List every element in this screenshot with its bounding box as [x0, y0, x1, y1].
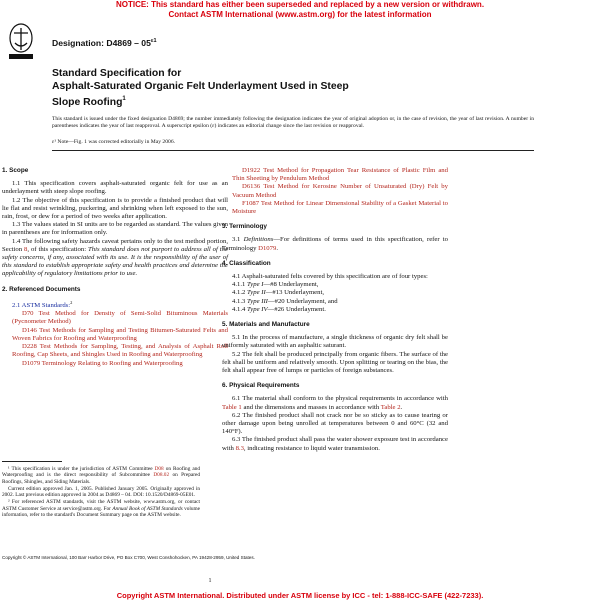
- reference-d1079[interactable]: D1079 Terminology Relating to Roofing and Waterproofing: [22, 359, 183, 367]
- paragraph-5-2: 5.2 The felt shall be produced principally from organic fibers. The surface of the felt shall be uniform and relatively smooth. Upon splitting or tearing on the bias, the felt shall appear free of lumps or particles of foreign substances.: [222, 350, 448, 375]
- copyright-line: Copyright © ASTM International, 100 Barr Harbor Drive, PO Box C700, West Conshohocken, PA 19428-2959, United States.: [2, 555, 255, 560]
- reference-d70[interactable]: D70 Test Method for Density of Semi-Solid Bituminous Materials (Pycnometer Method): [12, 310, 228, 326]
- paragraph-1-3: 1.3 The values stated in SI units are to be regarded as standard. The values given in parentheses are for information only.: [2, 221, 228, 237]
- paragraph-1-4: 1.4 The following safety hazards caveat pertains only to the test method portion, Section 8, of this specification: This standard does not purport to address all of the safety concerns, if any, associated with its use. It is the responsibility of the user of this standard to establish appropriate safety and health practices and determine the applicability of regulatory limitations prior to use.: [2, 237, 228, 278]
- document-title: [52, 68, 392, 110]
- section-8-3-link[interactable]: 8.3: [235, 444, 244, 452]
- paragraph-1-1: 1.1 This specification covers asphalt-saturated organic felt for use as an underlayment with steep slope roofing.: [2, 180, 228, 196]
- supersession-notice: [0, 0, 600, 19]
- left-column: [2, 167, 228, 368]
- reference-d6136[interactable]: D6136 Test Method for Kerosine Number of Unsaturated (Dry) Felt by Vacuum Method: [232, 183, 448, 199]
- table-2-link[interactable]: Table 2: [380, 403, 401, 411]
- footnote-1-current-edition: Current edition approved Jan. 1, 2005. Published January 2005. Originally approved in 2002. Last previous edition approved in 2004 as D4869 – 04. DOI: 10.1520/D4869-05E01.: [2, 485, 200, 499]
- reference-d228[interactable]: D228 Test Methods for Sampling, Testing, and Analysis of Asphalt Roll Roofing, Cap Sheets, and Shingles Used in Roofing and Waterproofing: [12, 343, 228, 359]
- right-column: [222, 167, 448, 453]
- table-1-link[interactable]: Table 1: [222, 403, 242, 411]
- reference-d146[interactable]: D146 Test Methods for Sampling and Testing Bitumen-Saturated Felts and Woven Fabrics for Roofing and Waterproofing: [12, 326, 228, 342]
- section-heading-classification: 4. Classification: [222, 259, 271, 267]
- designation: [52, 38, 157, 48]
- section-heading-terminology: 3. Terminology: [222, 223, 267, 231]
- title-line-2: Asphalt-Saturated Organic Felt Underlayment Used in Steep: [52, 80, 349, 92]
- issuance-statement: This standard is issued under the fixed designation D4869; the number immediately following the designation indicates the year of original adoption or, in the case of revision, the year of last revision. A number in parentheses indicates the year of last reapproval. A superscript epsilon (ε) indicates an editorial change since the last revision or reapproval.: [52, 116, 534, 129]
- footnote-2: ² For referenced ASTM standards, visit the ASTM website, www.astm.org, or contact ASTM Customer Service at service@astm.org. For Annual Book of ASTM Standards volume information, refer to the standard's Document Summary page on the ASTM website.: [2, 499, 200, 519]
- footnote-divider: [2, 461, 62, 462]
- paragraph-6-2: 6.2 The finished product shall not crack nor be so sticky as to cause tearing or other damage upon being unrolled at temperatures between 0 and 60°C (32 and 140°F).: [222, 411, 448, 436]
- designation-label: Designation: D4869 – 05: [52, 38, 151, 48]
- designation-superscript: ε1: [150, 38, 157, 44]
- type-item: 4.1.3 Type III—#20 Underlayment, and: [232, 297, 338, 305]
- paragraph-6-3: 6.3 The finished product shall pass the water shower exposure test in accordance with 8.3, indicating resistance to liquid water transmission.: [222, 436, 448, 452]
- footnotes: [2, 466, 200, 519]
- section-heading-physical-requirements: 6. Physical Requirements: [222, 382, 300, 390]
- type-item: 4.1.1 Type I—#8 Underlayment,: [232, 281, 319, 289]
- erratum-note: ε¹ Note—Fig. 1 was corrected editorially in May 2006.: [52, 139, 176, 145]
- committee-d08-link[interactable]: D08: [154, 466, 164, 472]
- title-footnote-mark: 1: [122, 96, 126, 102]
- paragraph-6-1: 6.1 The material shall conform to the physical requirements in accordance with Table 1 and the dimensions and masses in accordance with Table 2.: [222, 395, 448, 411]
- notice-line-2: Contact ASTM International (www.astm.org) for the latest information: [168, 9, 432, 19]
- type-item: 4.1.4 Type IV—#26 Underlayment.: [232, 305, 326, 313]
- section-8-link[interactable]: 8: [24, 245, 28, 253]
- section-heading-scope: 1. Scope: [2, 167, 29, 174]
- license-notice: Copyright ASTM International. Distributed under ASTM license by ICC - tel: 1-888-ICC-SAFE (422-7233).: [116, 591, 484, 600]
- type-item: 4.1.2 Type II—#13 Underlayment,: [232, 289, 325, 297]
- title-line-3: Slope Roofing$^1$: [52, 96, 126, 108]
- paragraph-3-1: 3.1 Definitions—For definitions of terms used in this specification, refer to Terminology D1079.: [222, 236, 449, 252]
- reference-f1087[interactable]: F1087 Test Method for Linear Dimensional Stability of a Gasket Material to Moisture: [232, 199, 448, 216]
- paragraph-1-2: 1.2 The objective of this specification is to provide a finished product that will lie flat and resist wrinkling, puckering, and shrinking when left exposed to the sun, rain, frost, or dew for a period of two weeks after application.: [2, 196, 228, 221]
- reference-d1922[interactable]: D1922 Test Method for Propagation Tear Resistance of Plastic Film and Thin Sheeting by Pendulum Method: [232, 167, 448, 183]
- section-heading-materials: 5. Materials and Manufacture: [222, 321, 310, 329]
- paragraph-2-1: 2.1 ASTM Standards:$^2$: [12, 299, 73, 310]
- page-number: 1: [208, 578, 212, 584]
- notice-line-1: NOTICE: This standard has either been superseded and replaced by a new version or withdrawn.: [115, 0, 485, 9]
- subcommittee-link[interactable]: D08.02: [153, 472, 170, 479]
- section-heading-referenced-documents: 2. Referenced Documents: [2, 285, 81, 293]
- astm-logo-icon: [8, 23, 34, 61]
- header-divider: [52, 150, 534, 151]
- footnote-1: ¹ This specification is under the jurisdiction of ASTM Committee D08 on Roofing and Waterproofing and is the direct responsibility of Subcommittee D08.02 on Prepared Roofings, Shingles, and Siding Materials.: [2, 466, 201, 485]
- title-line-1: Standard Specification for: [52, 68, 182, 79]
- paragraph-4-1: 4.1 Asphalt-saturated felts covered by this specification are of four types:: [232, 273, 428, 281]
- d1079-link[interactable]: D1079: [258, 244, 277, 252]
- paragraph-5-1: 5.1 In the process of manufacture, a single thickness of organic dry felt shall be uniformly saturated with an asphaltic saturant.: [222, 334, 448, 350]
